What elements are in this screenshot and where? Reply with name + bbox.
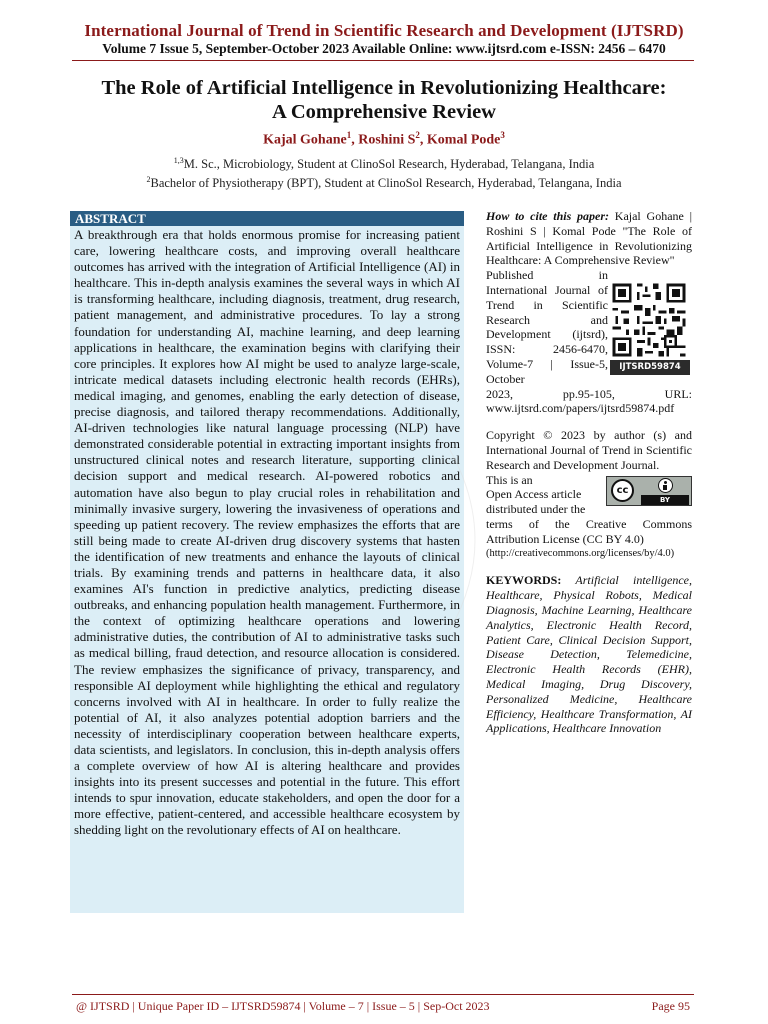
page-footer xyxy=(72,999,694,1017)
author-affiliation-mark: 2 xyxy=(415,130,420,140)
paper-title xyxy=(40,76,728,124)
cc-logo-icon: cc xyxy=(611,479,634,502)
copyright-block xyxy=(486,428,692,561)
journal-name: International Journal of Trend in Scientific Research and Development (IJTSRD) xyxy=(84,21,684,40)
citation-block xyxy=(486,209,692,268)
author-affiliation-mark: 1 xyxy=(346,130,352,140)
author-name: Kajal Gohane xyxy=(263,132,347,148)
abstract-text: A breakthrough era that holds enormous promise for increasing patient care, lowering healthcare costs, and improving overall healthcare outcomes has arrived with the integration of Artificial Intelligence (AI) in healthcare. This in-depth analysis examines the several ways in which AI is transforming healthcare, including diagnosis, treatment, drug research, patient management, and administrative procedures. To lay a strong foundation for understanding AI, machine learning, and deep learning applications in healthcare, the examination begins with clarifying their core principles. It explores how AI might be used to analyze large-scale, intricate medical datasets including electronic health records (EHRs), medical imaging, and genomes, enabling the early detection of disease, precise diagnosis, and tailored therapy recommendations. Additionally, AI-driven technologies like natural language processing (NLP) have demonstrated considerable potential in extracting important insights from unstructured clinical notes and research literature, supporting clinical decision support and medical research. AI-powered robotics and automation have also begun to play crucial roles in rehabilitation and minimally invasive surgery, lowering the invasiveness of operations and speeding up patient recovery. The review emphasizes the efforts that are still being made to create AI-driven drug discovery systems that hasten the identification of new treatments and enhance the layouts of clinical trials. By examining trends and patterns in healthcare data, it also examines AI's function in predictive analytics, predicting disease outbreaks, and enhancing population health management. Furthermore, in the context of optimizing healthcare operations and lowering administrative duties, the contribution of AI to administrative tasks such as medical billing, fraud detection, and resource allocation is considered. The review emphasizes the significance of privacy, transparency, and responsible AI deployment while highlighting the ethical and regulatory concerns involved with AI in healthcare. In order to fully realize the potential of AI, it also analyzes potential adoption barriers and the necessity of interdisciplinary cooperation between healthcare experts, data scientists, and legislators. In conclusion, this in-depth analysis offers a complete overview of how AI is altering healthcare and provides insights into its present successes and potential in the future. This effort intends to spur innovation, educate stakeholders, and open the door for a more effective, patient-centered, and accessible healthcare ecosystem by shedding light on the revolutionary effects of AI on healthcare. xyxy=(74,227,460,838)
author-affiliation-mark: 3 xyxy=(500,130,505,140)
license-text: terms of the Creative Commons Attribution License (CC BY 4.0) xyxy=(486,516,692,546)
footer-info: @ IJTSRD | Unique Paper ID – IJTSRD59874 | Volume – 7 | Issue – 5 | Sep-Oct 2023 xyxy=(76,999,490,1013)
affiliation-2 xyxy=(0,175,768,191)
attribution-person-icon xyxy=(658,478,673,493)
paper-title-line-2: A Comprehensive Review xyxy=(272,101,496,123)
abstract-heading: ABSTRACT xyxy=(70,211,464,226)
citation-heading: How to cite this paper: xyxy=(486,209,610,223)
footer-rule xyxy=(72,994,694,995)
copyright-line: This is an xyxy=(486,472,533,487)
copyright-line: distributed under the xyxy=(486,502,586,517)
copyright-line: Open Access article xyxy=(486,487,582,502)
affiliation-mark: 2 xyxy=(146,175,151,184)
citation-publication: Published in International Journal of Trend in Scientific Research and Development (ijtsrd), ISSN: 2456-6470, Volume-7 | Issue-5, October xyxy=(486,268,608,386)
qr-paper-id: IJTSRD59874 xyxy=(610,360,690,375)
abstract-box xyxy=(70,211,464,913)
affiliation-1 xyxy=(0,156,768,172)
author-list: Kajal Gohane$^1$, Roshini $S^2$, Komal Pode$^3$ xyxy=(263,130,505,148)
author-name: Komal Pode xyxy=(426,132,501,148)
qr-code-block xyxy=(610,281,690,375)
affiliation-text: M. Sc., Microbiology, Student at ClinoSol Research, Hyderabad, Telangana, India xyxy=(183,157,595,172)
right-column xyxy=(486,209,692,736)
affiliation-text: Bachelor of Physiotherapy (BPT), Student at ClinoSol Research, Hyderabad, Telangana, India xyxy=(150,176,622,191)
keywords-heading: KEYWORDS: xyxy=(486,573,562,588)
license-url: (http://creativecommons.org/licenses/by/4.0) xyxy=(486,547,675,559)
author-name: Roshini S xyxy=(358,132,416,148)
by-label: BY xyxy=(641,495,689,505)
affiliation-mark: 1,3 xyxy=(173,156,184,165)
page-number: Page 95 xyxy=(651,999,690,1013)
qr-code-icon xyxy=(610,281,688,359)
cc-by-license-icon xyxy=(606,476,692,506)
journal-issue-line: Volume 7 Issue 5, September-October 2023 Available Online: www.ijtsrd.com e-ISSN: 2456 – 6470 xyxy=(102,41,666,56)
keywords-text: Artificial intelligence, Healthcare, Physical Robots, Medical Diagnosis, Machine Learning, Healthcare Analytics, Electronic Health Record, Patient Care, Clinical Decision Support, Disease Detection, Telemedicine, Electronic Health Records (EHR), Medical Imaging, Drug Discovery, Personalized Medicine, Healthcare Efficiency, Healthcare Transformation, AI Applications, Healthcare Innovation xyxy=(486,573,692,736)
citation-url: 2023, pp.95-105, URL: www.ijtsrd.com/papers/ijtsrd59874.pdf xyxy=(486,386,692,416)
keywords-block xyxy=(486,573,692,736)
header-rule xyxy=(72,60,694,61)
citation-intro: Kajal Gohane | Roshini S | Komal Pode "The Role of Artificial Intelligence in Revolutionizing Healthcare: A Comprehensive Review" xyxy=(486,209,692,268)
paper-title-line-1: The Role of Artificial Intelligence in Revolutionizing Healthcare: xyxy=(101,77,667,99)
copyright-text: Copyright © 2023 by author (s) and International Journal of Trend in Scientific Research and Development Journal. xyxy=(486,428,692,472)
